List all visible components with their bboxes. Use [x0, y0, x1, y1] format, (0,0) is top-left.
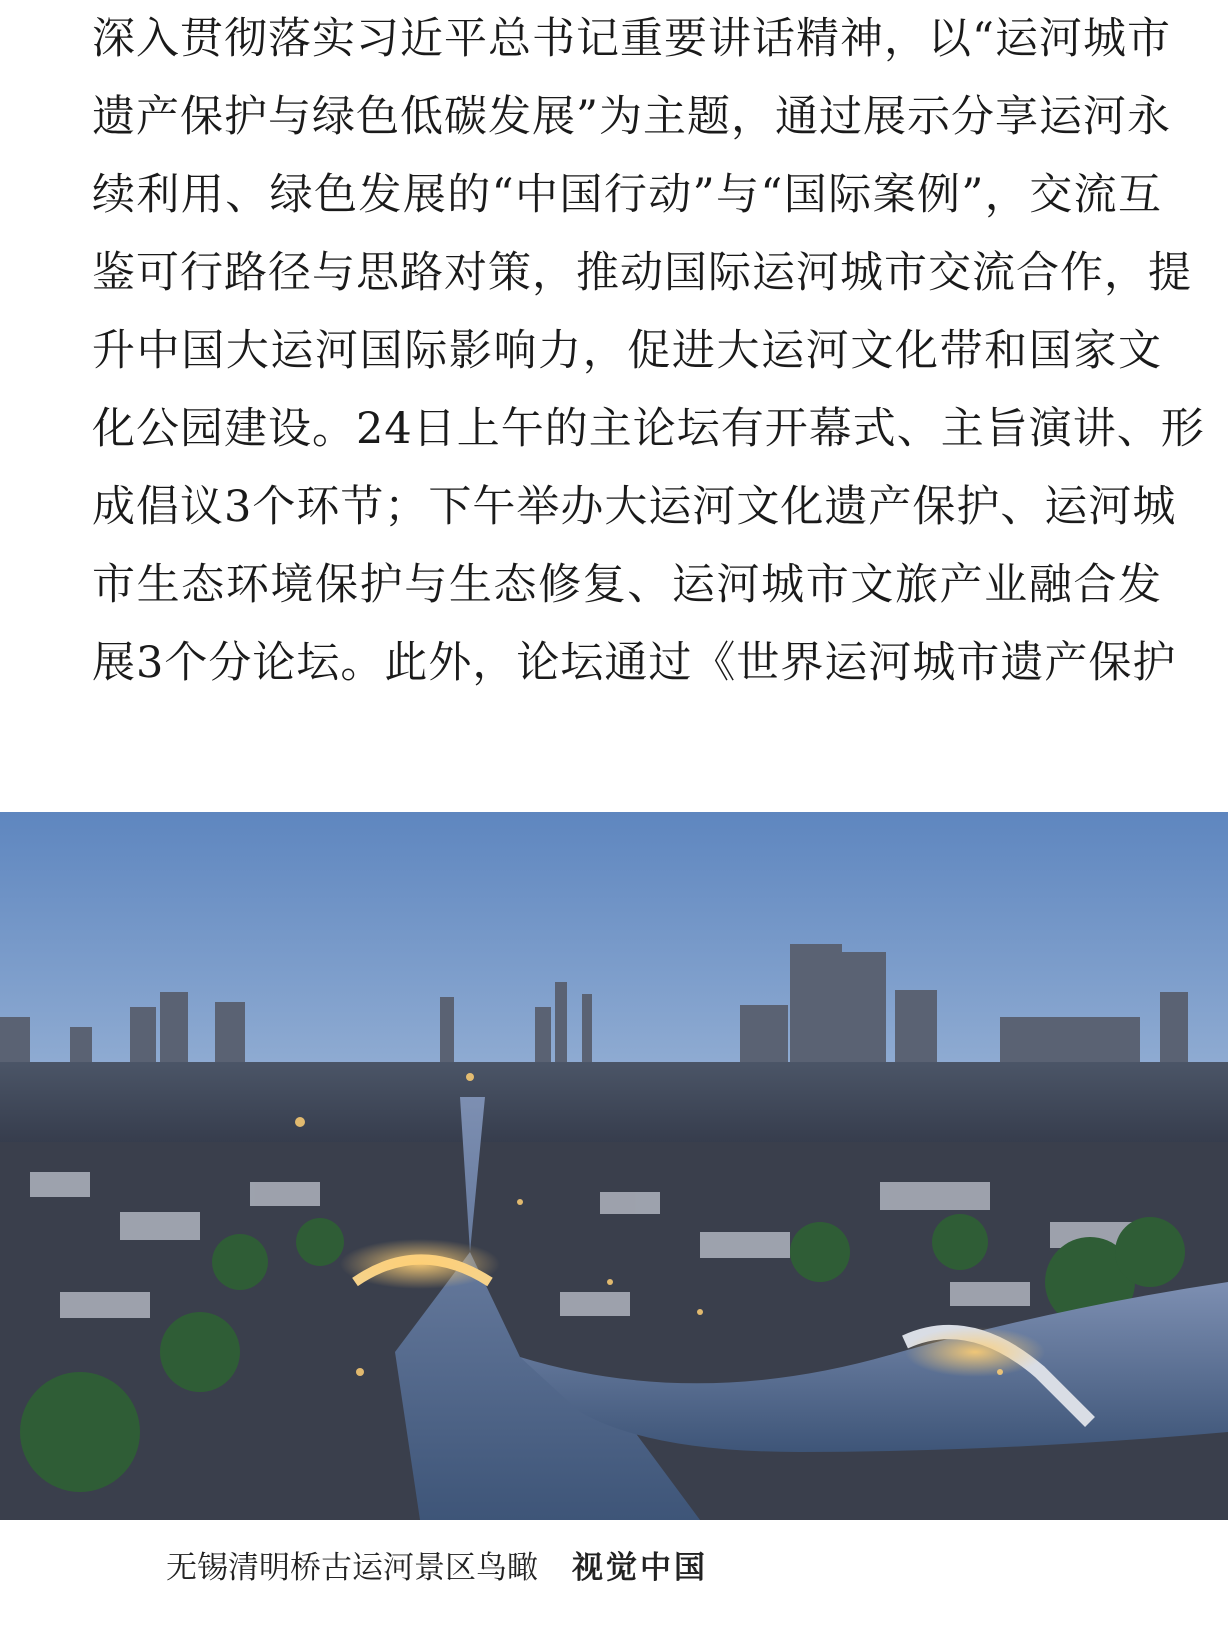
article-line: 化公园建设。24日上午的主论坛有开幕式、主旨演讲、形 [92, 404, 1205, 454]
article-line: 鉴可行路径与思路对策，推动国际运河城市交流合作，提 [92, 248, 1192, 298]
article-line: 成倡议3个环节；下午举办大运河文化遗产保护、运河城 [92, 482, 1177, 532]
article-line: 续利用、绿色发展的“中国行动”与“国际案例”，交流互 [92, 170, 1162, 220]
article-line: 遗产保护与绿色低碳发展”为主题，通过展示分享运河永 [92, 92, 1171, 142]
photo-caption [166, 1548, 708, 1588]
article-line: 市生态环境保护与生态修复、运河城市文旅产业融合发 [92, 560, 1162, 610]
article-line: 展3个分论坛。此外，论坛通过《世界运河城市遗产保护 [92, 638, 1177, 688]
canal-aerial-photo [0, 812, 1228, 1520]
caption-text: 无锡清明桥古运河景区鸟瞰 [166, 1550, 538, 1586]
article-line: 升中国大运河国际影响力，促进大运河文化带和国家文 [92, 326, 1162, 376]
article-body [92, 0, 1205, 702]
article-line: 深入贯彻落实习近平总书记重要讲话精神，以“运河城市 [92, 14, 1171, 64]
photo-credit: 视觉中国 [572, 1550, 708, 1586]
